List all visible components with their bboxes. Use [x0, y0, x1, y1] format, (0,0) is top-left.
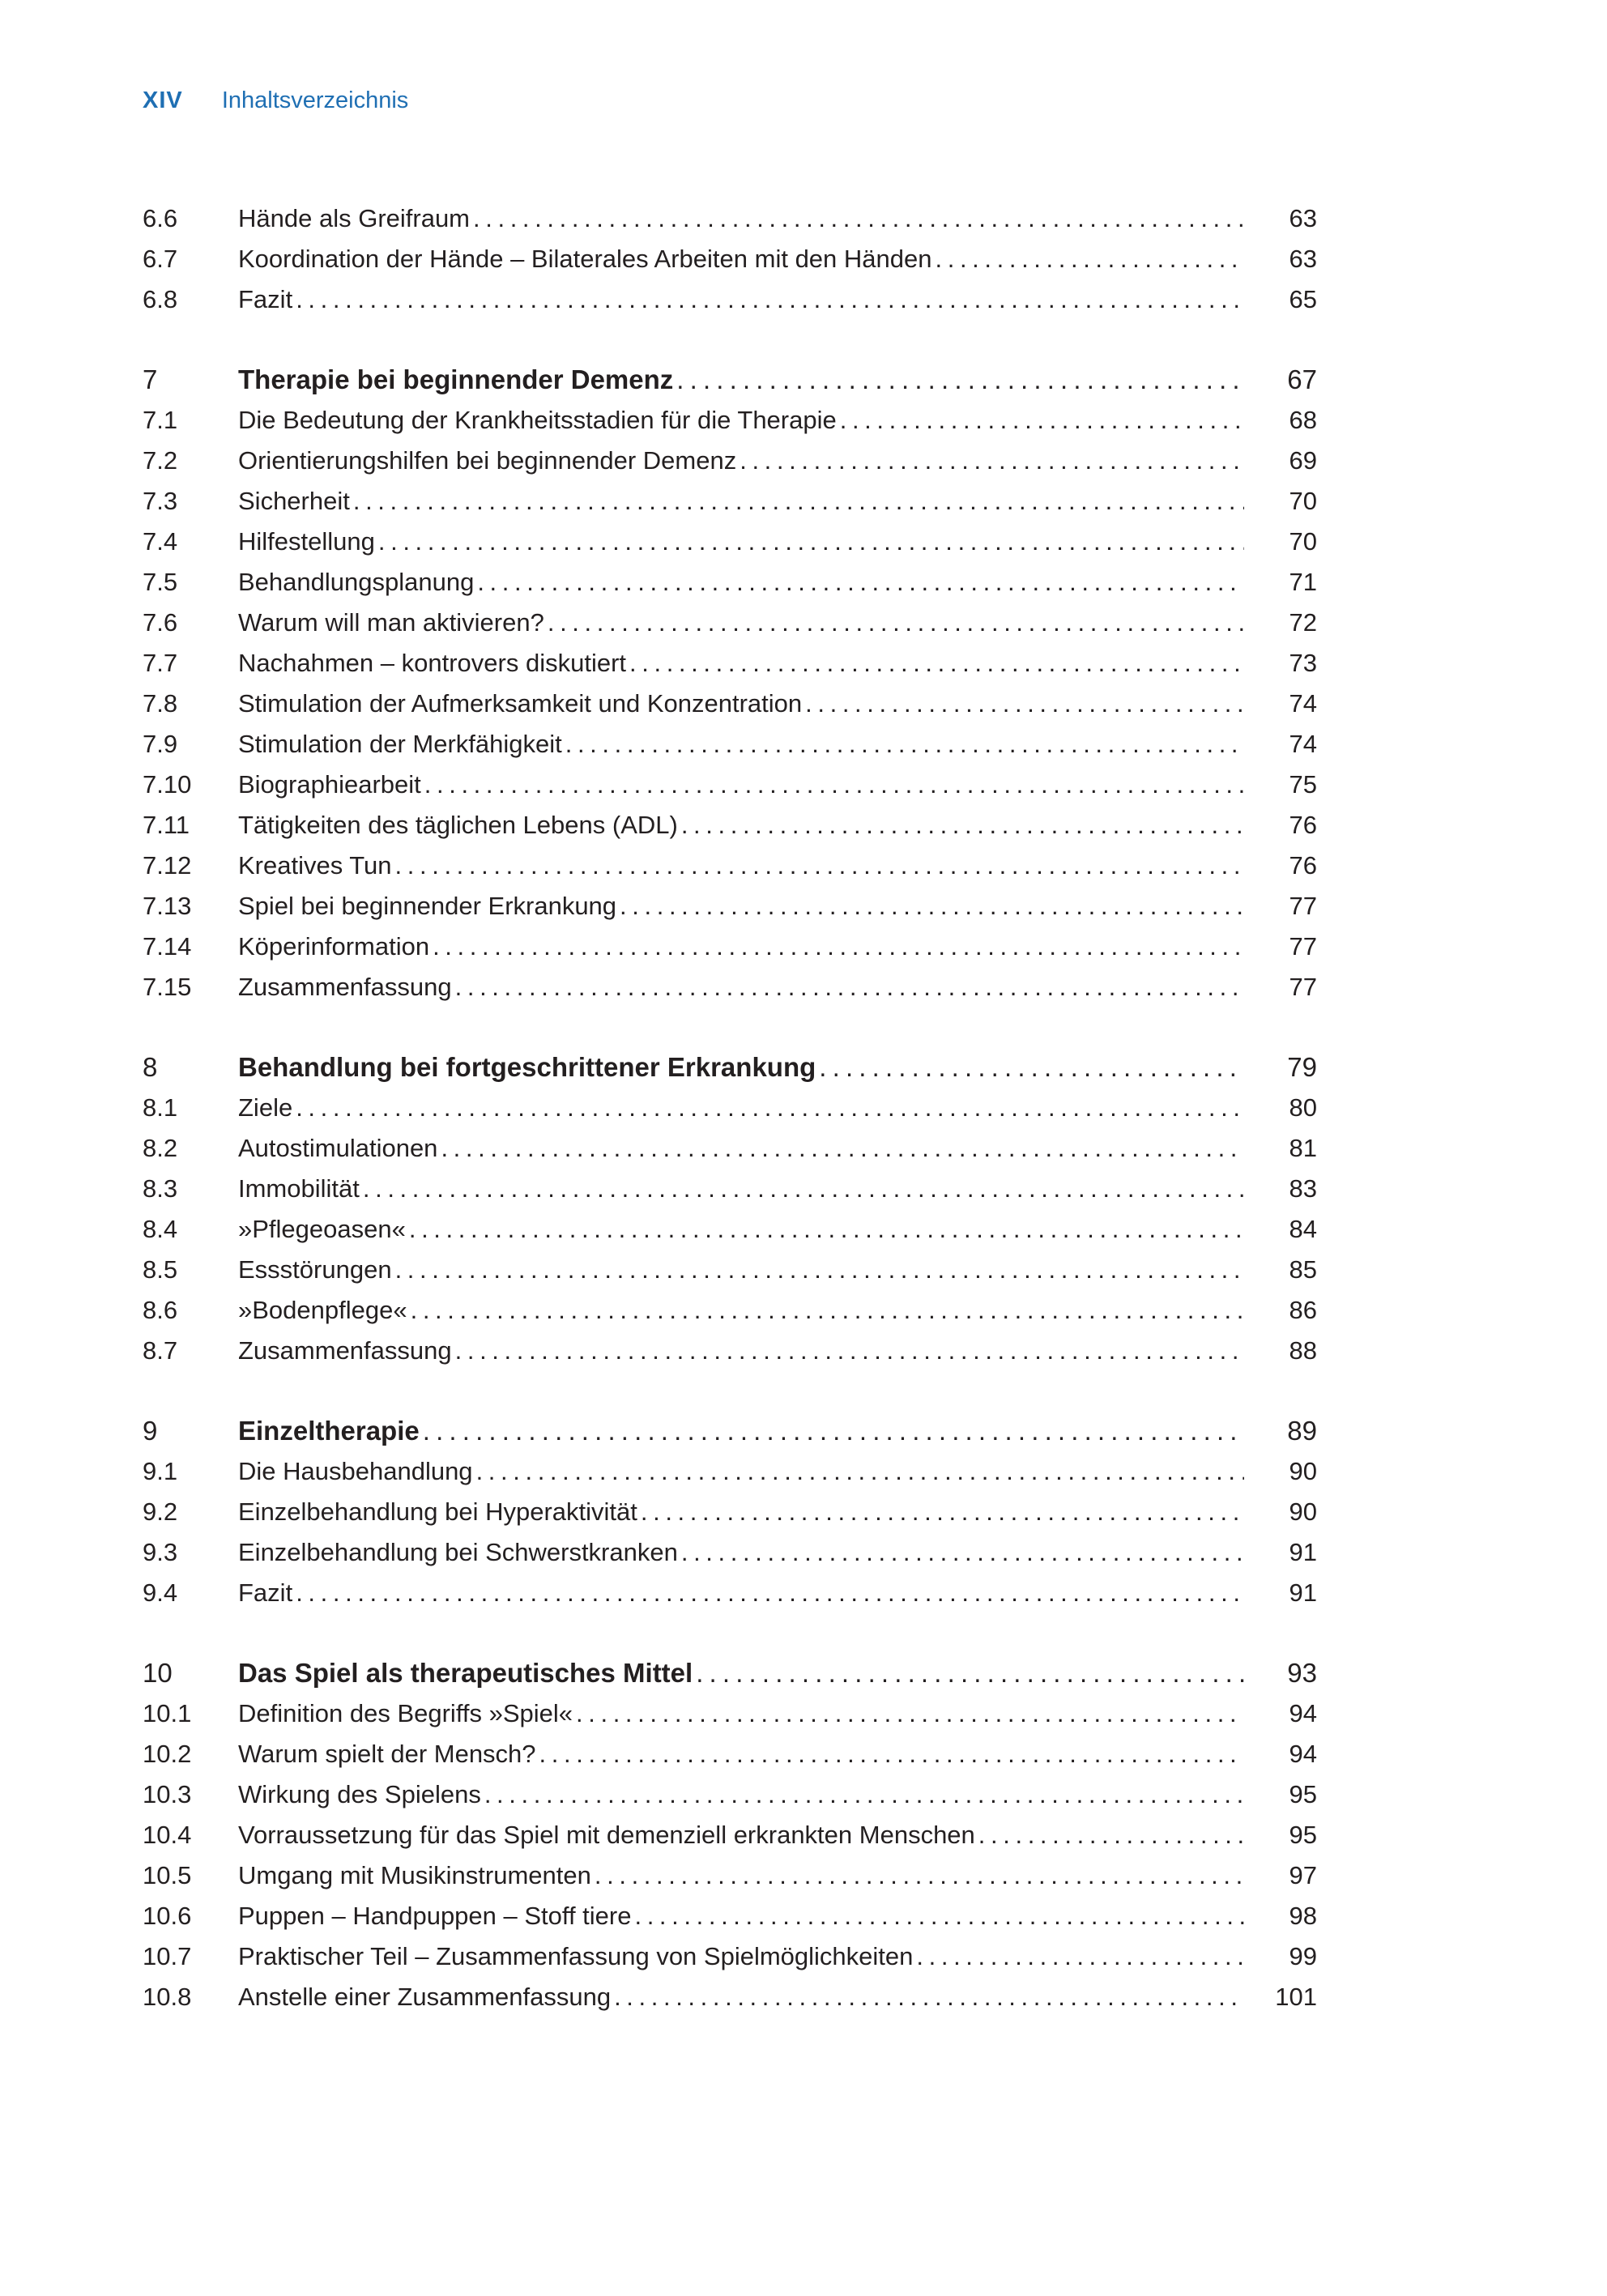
toc-entry-title: Vorraussetzung für das Spiel mit demenziell erkrankten Menschen — [238, 1821, 975, 1849]
toc-entry[interactable] — [143, 1693, 1317, 1734]
toc-entry-number: 7.11 — [143, 811, 190, 839]
toc-entry-number: 7.9 — [143, 730, 178, 758]
toc-entry-title: Koordination der Hände – Bilaterales Arbeiten mit den Händen — [238, 245, 932, 273]
toc-entry[interactable] — [143, 1734, 1317, 1774]
dot-leader — [441, 1128, 1244, 1169]
toc-entry-title: Anstelle einer Zusammenfassung — [238, 1983, 612, 2011]
toc-entry-page: 70 — [1289, 527, 1317, 556]
toc-entry[interactable] — [143, 805, 1317, 846]
toc-entry[interactable] — [143, 1169, 1317, 1209]
toc-entry-title: »Pflegeoasen« — [238, 1215, 406, 1243]
dot-leader — [455, 1331, 1244, 1371]
dot-leader — [681, 805, 1244, 846]
toc-entry[interactable] — [143, 1896, 1317, 1936]
toc-entry-page: 76 — [1289, 811, 1317, 839]
toc-entry[interactable] — [143, 1209, 1317, 1250]
toc-entry-page: 72 — [1289, 608, 1317, 637]
toc-entry-page: 67 — [1287, 364, 1317, 394]
dot-leader — [296, 1573, 1244, 1613]
toc-entry-page: 95 — [1289, 1821, 1317, 1849]
toc-entry-number: 10.6 — [143, 1902, 192, 1930]
toc-entry[interactable] — [143, 1573, 1317, 1613]
toc-entry-page: 65 — [1289, 285, 1317, 313]
toc-entry-number: 7.15 — [143, 973, 192, 1001]
toc-entry-page: 91 — [1289, 1538, 1317, 1566]
toc-entry-page: 88 — [1289, 1336, 1317, 1365]
toc-entry-title: Definition des Begriffs »Spiel« — [238, 1699, 573, 1727]
toc-entry-title: Essstörungen — [238, 1255, 392, 1284]
toc-entry-title: Therapie bei beginnender Demenz — [238, 364, 674, 394]
toc-entry-page: 98 — [1289, 1902, 1317, 1930]
dot-leader — [411, 1290, 1244, 1331]
dot-leader — [595, 1855, 1244, 1896]
dot-leader — [477, 562, 1244, 603]
dot-leader — [296, 279, 1244, 320]
toc-entry-page: 85 — [1289, 1255, 1317, 1284]
toc-entry[interactable] — [143, 1331, 1317, 1371]
dot-leader — [296, 1088, 1244, 1128]
toc-entry-title: Umgang mit Musikinstrumenten — [238, 1861, 591, 1889]
toc-entry-number: 10.2 — [143, 1740, 192, 1768]
toc-entry-title: Puppen – Handpuppen – Stoff tiere — [238, 1902, 632, 1930]
toc-entry[interactable] — [143, 643, 1317, 684]
toc-entry-page: 89 — [1287, 1416, 1317, 1446]
toc-entry-title: Fazit — [238, 285, 293, 313]
toc-entry[interactable] — [143, 684, 1317, 724]
toc-entry-title: Die Hausbehandlung — [238, 1457, 473, 1485]
toc-entry-number: 8.5 — [143, 1255, 178, 1284]
toc-entry-title: Zusammenfassung — [238, 973, 452, 1001]
toc-entry-number: 6.6 — [143, 204, 178, 232]
toc-entry-title: Wirkung des Spielens — [238, 1780, 481, 1808]
dot-leader — [978, 1815, 1244, 1855]
toc-entry[interactable] — [143, 886, 1317, 926]
toc-entry-number: 9.1 — [143, 1457, 178, 1485]
toc-entry-page: 83 — [1289, 1174, 1317, 1203]
toc-entry-page: 80 — [1289, 1093, 1317, 1122]
toc-entry-number: 7.2 — [143, 446, 178, 475]
toc-entry-title: Die Bedeutung der Krankheitsstadien für die Therapie — [238, 406, 837, 434]
toc-entry-page: 74 — [1289, 730, 1317, 758]
dot-leader — [363, 1169, 1244, 1209]
toc-section — [143, 1653, 1317, 2017]
toc-section — [143, 1411, 1317, 1613]
dot-leader — [395, 1250, 1244, 1290]
toc-entry[interactable] — [143, 926, 1317, 967]
toc-entry[interactable] — [143, 846, 1317, 886]
toc-entry-number: 7.8 — [143, 689, 178, 718]
toc-entry[interactable] — [143, 1855, 1317, 1896]
toc-entry-number: 8.7 — [143, 1336, 178, 1365]
dot-leader — [916, 1936, 1244, 1977]
toc-entry-page: 68 — [1289, 406, 1317, 434]
dot-leader — [565, 724, 1244, 765]
toc-entry-number: 7.14 — [143, 932, 192, 961]
toc-entry-page: 94 — [1289, 1740, 1317, 1768]
toc-entry-page: 81 — [1289, 1134, 1317, 1162]
toc-entry-number: 8.3 — [143, 1174, 178, 1203]
dot-leader — [620, 886, 1244, 926]
toc-entry-page: 73 — [1289, 649, 1317, 677]
toc-entry-title: Das Spiel als therapeutisches Mittel — [238, 1658, 693, 1688]
toc-entry[interactable] — [143, 603, 1317, 643]
toc-entry-page: 77 — [1289, 932, 1317, 961]
toc-entry-title: Nachahmen – kontrovers diskutiert — [238, 649, 627, 677]
toc-entry[interactable] — [143, 1815, 1317, 1855]
toc-entry-number: 6.7 — [143, 245, 178, 273]
toc-entry-page: 86 — [1289, 1296, 1317, 1324]
toc-entry-title: Behandlungsplanung — [238, 568, 475, 596]
toc-entry-number: 10.3 — [143, 1780, 192, 1808]
toc-entry[interactable] — [143, 1451, 1317, 1492]
dot-leader — [641, 1492, 1244, 1532]
toc-entry-number: 9.4 — [143, 1578, 178, 1607]
dot-leader — [455, 967, 1244, 1007]
toc-entry-page: 90 — [1289, 1457, 1317, 1485]
dot-leader — [353, 481, 1244, 522]
toc-entry-title: Warum spielt der Mensch? — [238, 1740, 536, 1768]
toc-entry-number: 7.12 — [143, 851, 192, 880]
toc-entry[interactable] — [143, 481, 1317, 522]
dot-leader — [395, 846, 1244, 886]
toc-entry-title: Immobilität — [238, 1174, 360, 1203]
toc-entry-number: 7.10 — [143, 770, 192, 799]
dot-leader — [634, 1896, 1244, 1936]
toc-entry[interactable] — [143, 522, 1317, 562]
toc-entry-page: 99 — [1289, 1942, 1317, 1970]
toc-entry[interactable] — [143, 198, 1317, 239]
dot-leader — [676, 360, 1244, 400]
toc-entry-number: 7.1 — [143, 406, 178, 434]
dot-leader — [614, 1977, 1244, 2017]
toc-entry-page: 63 — [1289, 245, 1317, 273]
toc-entry[interactable] — [143, 562, 1317, 603]
toc-entry-number: 9 — [143, 1416, 158, 1446]
toc-entry[interactable] — [143, 967, 1317, 1007]
toc-entry-page: 76 — [1289, 851, 1317, 880]
toc-entry-number: 7.13 — [143, 892, 192, 920]
toc-entry-number: 10.4 — [143, 1821, 192, 1849]
page-number-roman: XIV — [143, 87, 183, 113]
dot-leader — [423, 1411, 1244, 1451]
dot-leader — [539, 1734, 1244, 1774]
toc-entry-page: 97 — [1289, 1861, 1317, 1889]
toc-entry-page: 95 — [1289, 1780, 1317, 1808]
toc-chapter-entry[interactable] — [143, 1047, 1317, 1088]
dot-leader — [484, 1774, 1244, 1815]
toc-entry-title: Köperinformation — [238, 932, 430, 961]
toc-entry-page: 77 — [1289, 892, 1317, 920]
toc-entry[interactable] — [143, 765, 1317, 805]
toc-entry-page: 91 — [1289, 1578, 1317, 1607]
toc-entry-number: 7.5 — [143, 568, 178, 596]
toc-entry-title: Kreatives Tun — [238, 851, 392, 880]
dot-leader — [473, 198, 1244, 239]
toc-entry-number: 7.4 — [143, 527, 178, 556]
toc-entry-number: 8.2 — [143, 1134, 178, 1162]
toc-entry[interactable] — [143, 1290, 1317, 1331]
toc-entry[interactable] — [143, 1532, 1317, 1573]
toc-entry-page: 74 — [1289, 689, 1317, 718]
toc-entry-number: 10 — [143, 1658, 173, 1688]
toc-section — [143, 198, 1317, 320]
toc-entry-title: Ziele — [238, 1093, 293, 1122]
toc-entry-title: Spiel bei beginnender Erkrankung — [238, 892, 617, 920]
toc-entry-number: 10.5 — [143, 1861, 192, 1889]
running-header-title: Inhaltsverzeichnis — [221, 87, 409, 113]
toc-entry-number: 8.1 — [143, 1093, 178, 1122]
toc-entry-title: »Bodenpflege« — [238, 1296, 407, 1324]
toc-chapter-entry[interactable] — [143, 360, 1317, 400]
toc-entry-number: 7.6 — [143, 608, 178, 637]
toc-section — [143, 1047, 1317, 1371]
toc-entry-title: Einzeltherapie — [238, 1416, 420, 1446]
toc-entry[interactable] — [143, 1492, 1317, 1532]
dot-leader — [819, 1047, 1244, 1088]
toc-entry[interactable] — [143, 279, 1317, 320]
toc-entry-title: Autostimulationen — [238, 1134, 438, 1162]
toc-entry-page: 90 — [1289, 1497, 1317, 1526]
toc-entry-title: Einzelbehandlung bei Schwerstkranken — [238, 1538, 678, 1566]
toc-entry-number: 7 — [143, 364, 158, 394]
toc-entry[interactable] — [143, 1088, 1317, 1128]
toc-entry-number: 8 — [143, 1052, 158, 1082]
dot-leader — [805, 684, 1244, 724]
toc-section — [143, 360, 1317, 1007]
toc-entry-page: 63 — [1289, 204, 1317, 232]
toc-entry-number: 10.1 — [143, 1699, 192, 1727]
toc-entry-page: 94 — [1289, 1699, 1317, 1727]
toc-entry-number: 10.8 — [143, 1983, 192, 2011]
toc-entry-title: Zusammenfassung — [238, 1336, 452, 1365]
toc-entry-number: 10.7 — [143, 1942, 192, 1970]
toc-entry[interactable] — [143, 441, 1317, 481]
toc-entry[interactable] — [143, 400, 1317, 441]
dot-leader — [681, 1532, 1244, 1573]
toc-entry-page: 93 — [1287, 1658, 1317, 1688]
dot-leader — [936, 239, 1245, 279]
toc-chapter-entry[interactable] — [143, 1653, 1317, 1693]
toc-entry-title: Warum will man aktivieren? — [238, 608, 544, 637]
toc-entry-title: Praktischer Teil – Zusammenfassung von Spielmöglichkeiten — [238, 1942, 914, 1970]
toc-entry-title: Orientierungshilfen bei beginnender Demenz — [238, 446, 737, 475]
dot-leader — [740, 441, 1244, 481]
toc-entry-title: Sicherheit — [238, 487, 350, 515]
table-of-contents — [143, 198, 1317, 2057]
toc-entry-title: Biographiearbeit — [238, 770, 421, 799]
toc-chapter-entry[interactable] — [143, 1411, 1317, 1451]
toc-entry-title: Behandlung bei fortgeschrittener Erkrankung — [238, 1052, 816, 1082]
toc-entry-title: Stimulation der Aufmerksamkeit und Konzentration — [238, 689, 803, 718]
toc-entry[interactable] — [143, 1250, 1317, 1290]
dot-leader — [409, 1209, 1244, 1250]
toc-entry-number: 8.6 — [143, 1296, 178, 1324]
toc-entry[interactable] — [143, 239, 1317, 279]
toc-entry-number: 8.4 — [143, 1215, 178, 1243]
dot-leader — [696, 1653, 1244, 1693]
toc-entry-title: Einzelbehandlung bei Hyperaktivität — [238, 1497, 637, 1526]
toc-entry-number: 7.7 — [143, 649, 178, 677]
toc-entry[interactable] — [143, 1774, 1317, 1815]
toc-entry-page: 101 — [1275, 1983, 1317, 2011]
toc-entry[interactable] — [143, 1936, 1317, 1977]
toc-entry[interactable] — [143, 1977, 1317, 2017]
dot-leader — [476, 1451, 1244, 1492]
dot-leader — [378, 522, 1244, 562]
toc-entry-page: 71 — [1289, 568, 1317, 596]
toc-entry-page: 75 — [1289, 770, 1317, 799]
toc-entry-page: 77 — [1289, 973, 1317, 1001]
toc-entry-number: 7.3 — [143, 487, 178, 515]
toc-entry-number: 9.2 — [143, 1497, 178, 1526]
toc-entry[interactable] — [143, 724, 1317, 765]
running-header — [143, 87, 408, 114]
toc-entry-page: 70 — [1289, 487, 1317, 515]
dot-leader — [424, 765, 1244, 805]
dot-leader — [576, 1693, 1244, 1734]
dot-leader — [629, 643, 1244, 684]
toc-entry-page: 84 — [1289, 1215, 1317, 1243]
dot-leader — [433, 926, 1244, 967]
toc-entry-page: 69 — [1289, 446, 1317, 475]
toc-entry-title: Tätigkeiten des täglichen Lebens (ADL) — [238, 811, 678, 839]
toc-entry[interactable] — [143, 1128, 1317, 1169]
toc-entry-title: Hilfestellung — [238, 527, 375, 556]
toc-entry-number: 9.3 — [143, 1538, 178, 1566]
toc-entry-number: 6.8 — [143, 285, 178, 313]
toc-entry-page: 79 — [1287, 1052, 1317, 1082]
toc-entry-title: Stimulation der Merkfähigkeit — [238, 730, 562, 758]
dot-leader — [548, 603, 1244, 643]
dot-leader — [840, 400, 1244, 441]
toc-entry-title: Hände als Greifraum — [238, 204, 471, 232]
toc-entry-title: Fazit — [238, 1578, 293, 1607]
